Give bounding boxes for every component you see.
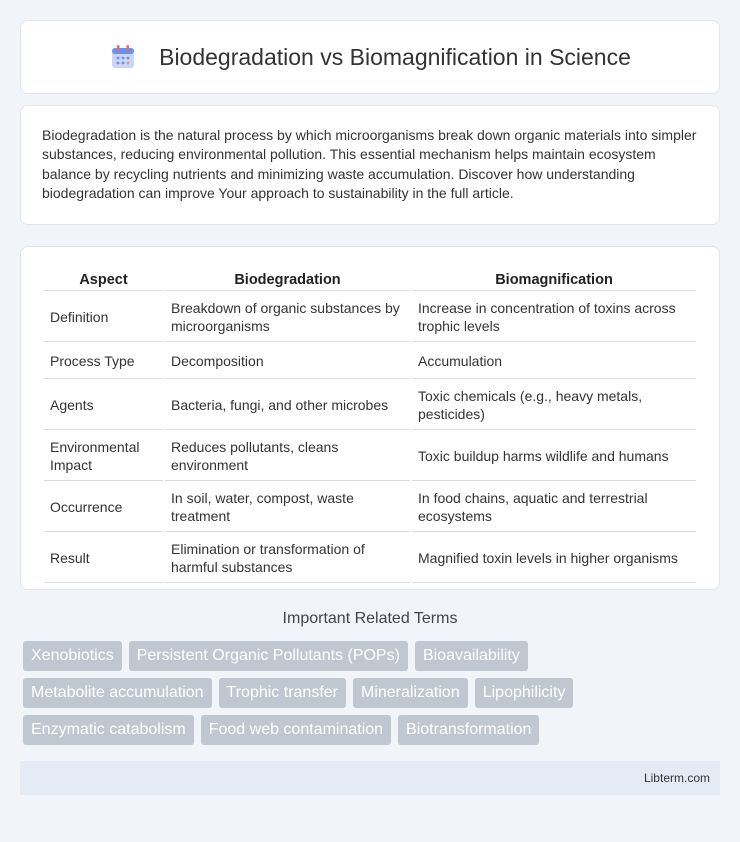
table-cell: Bacteria, fungi, and other microbes (165, 381, 410, 430)
table-cell: Definition (44, 293, 163, 342)
related-term-tag[interactable]: Metabolite accumulation (23, 678, 212, 708)
table-header-row (44, 268, 696, 291)
column-header-aspect: Aspect (44, 268, 163, 291)
comparison-table (42, 266, 698, 585)
related-term-tag[interactable]: Xenobiotics (23, 641, 122, 671)
table-row (44, 293, 696, 342)
related-terms-title: Important Related Terms (282, 610, 458, 627)
table-cell: Magnified toxin levels in higher organisms (412, 534, 696, 583)
title-card (20, 20, 720, 94)
calendar-icon (109, 43, 137, 71)
related-term-tag[interactable]: Enzymatic catabolism (23, 715, 194, 745)
table-cell: Decomposition (165, 344, 410, 379)
related-term-tag[interactable]: Biotransformation (398, 715, 539, 745)
related-term-tag[interactable]: Persistent Organic Pollutants (POPs) (129, 641, 408, 671)
related-terms-list (23, 641, 720, 752)
table-cell: Reduces pollutants, cleans environment (165, 432, 410, 481)
intro-card (20, 105, 720, 225)
column-header-biodegradation: Biodegradation (165, 268, 410, 291)
table-cell: Environmental Impact (44, 432, 163, 481)
table-cell: In soil, water, compost, waste treatment (165, 483, 410, 532)
table-cell: Toxic buildup harms wildlife and humans (412, 432, 696, 481)
related-term-tag[interactable]: Lipophilicity (475, 678, 574, 708)
table-cell: In food chains, aquatic and terrestrial ecosystems (412, 483, 696, 532)
table-cell: Accumulation (412, 344, 696, 379)
table-cell: Breakdown of organic substances by microorganisms (165, 293, 410, 342)
table-cell: Process Type (44, 344, 163, 379)
table-cell: Occurrence (44, 483, 163, 532)
related-term-tag[interactable]: Trophic transfer (219, 678, 346, 708)
table-row (44, 432, 696, 481)
table-cell: Result (44, 534, 163, 583)
table-row (44, 534, 696, 583)
intro-paragraph: Biodegradation is the natural process by which microorganisms break down organic materials into simpler substances, reducing environmental pollution. This essential mechanism helps maintain ecosystem balance by recycling nutrients and minimizing waste accumulation. Discover how understanding biodegradation can improve Your approach to sustainability in the full article. (42, 127, 697, 201)
table-row (44, 381, 696, 430)
table-cell: Agents (44, 381, 163, 430)
column-header-biomagnification: Biomagnification (412, 268, 696, 291)
table-cell: Increase in concentration of toxins across trophic levels (412, 293, 696, 342)
related-term-tag[interactable]: Bioavailability (415, 641, 528, 671)
table-cell: Toxic chemicals (e.g., heavy metals, pesticides) (412, 381, 696, 430)
footer (20, 761, 720, 795)
related-term-tag[interactable]: Mineralization (353, 678, 468, 708)
page-title: Biodegradation vs Biomagnification in Science (159, 43, 631, 70)
related-term-tag[interactable]: Food web contamination (201, 715, 391, 745)
table-row (44, 344, 696, 379)
table-row (44, 483, 696, 532)
table-cell: Elimination or transformation of harmful substances (165, 534, 410, 583)
comparison-card (20, 246, 720, 590)
footer-brand-link[interactable]: Libterm.com (643, 771, 710, 785)
